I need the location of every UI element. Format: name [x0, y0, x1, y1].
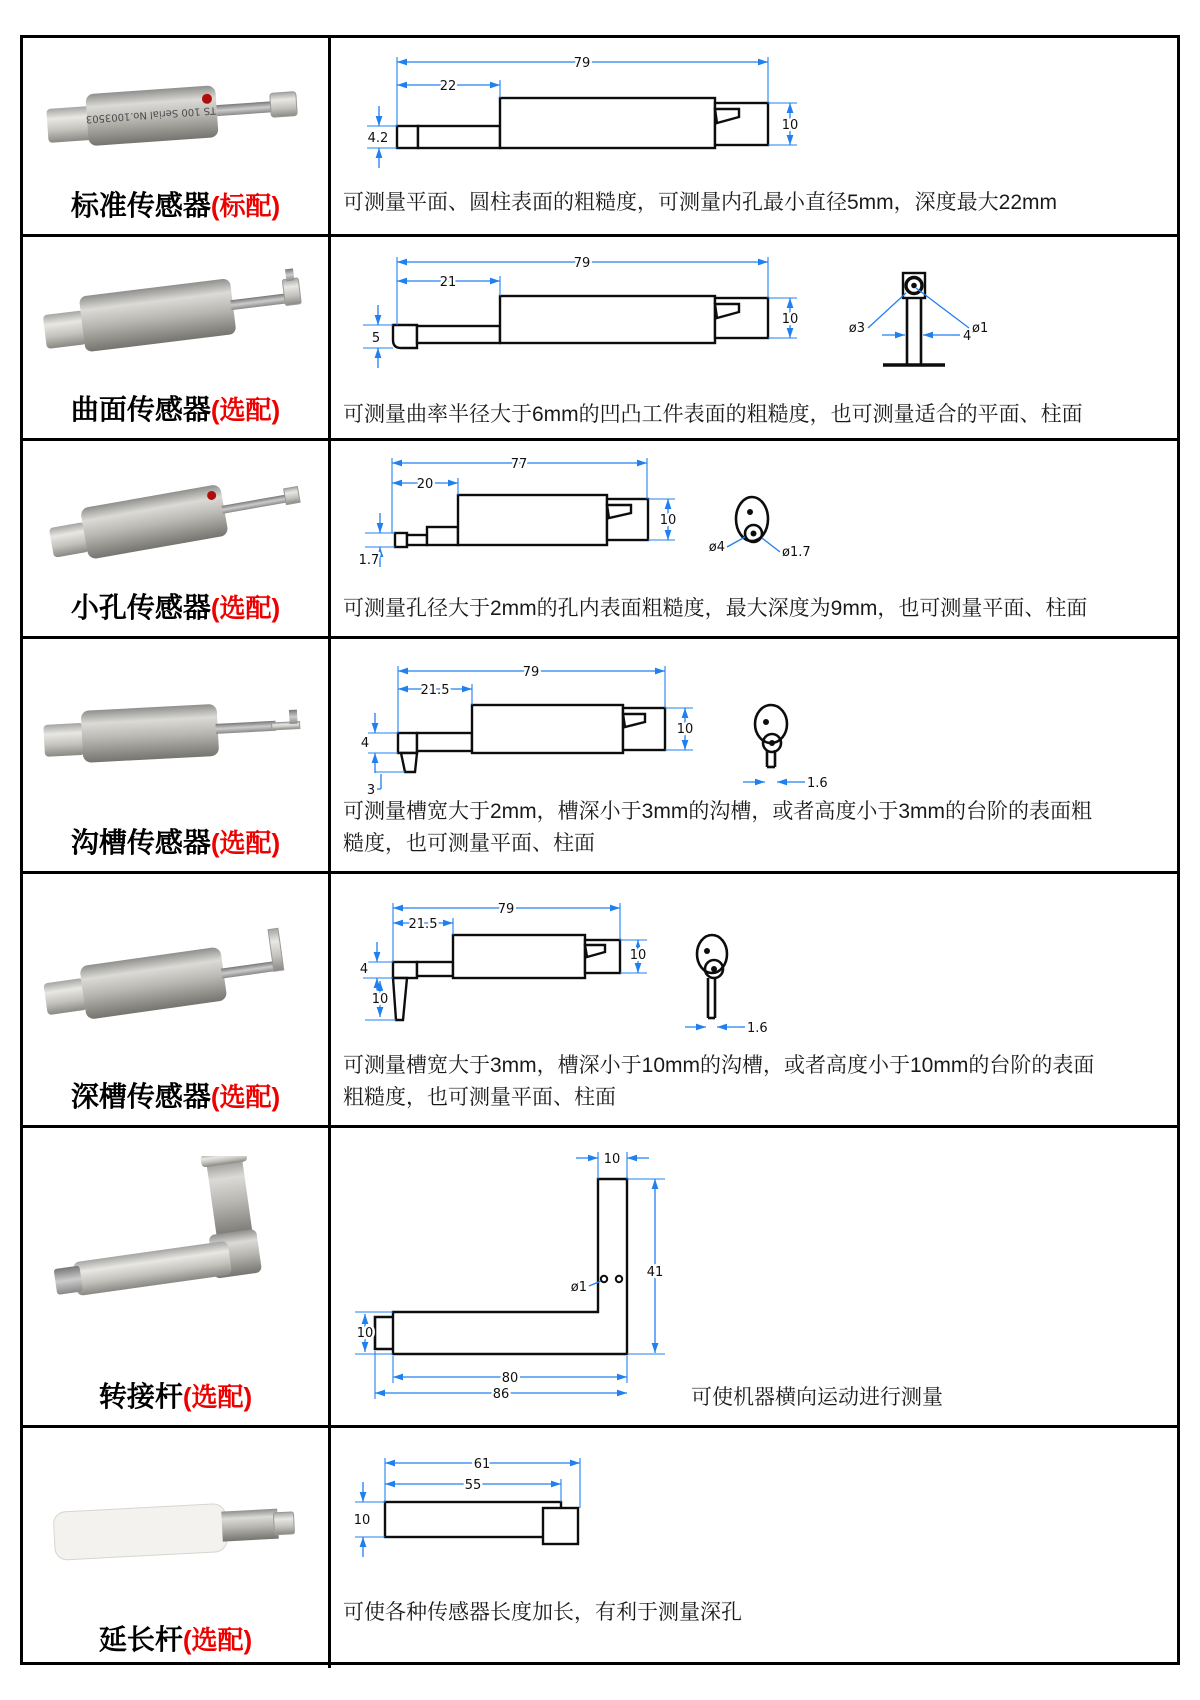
side-view [385, 1502, 578, 1544]
product-name: 转接杆 [98, 1381, 183, 1412]
dim-tip-height-label: 1.7 [358, 553, 380, 568]
drawing-cell [331, 441, 1177, 636]
table-row [23, 38, 1177, 237]
product-photo [23, 38, 328, 192]
product-cell [23, 1128, 331, 1425]
product-description: 可测量孔径大于2mm的孔内表面粗糙度，最大深度为9mm，也可测量平面、柱面 [343, 596, 1088, 620]
table-row [23, 1428, 1177, 1668]
product-badge: (标配) [210, 191, 281, 221]
front-view [743, 705, 828, 791]
dim-inner-label: 55 [464, 1478, 482, 1493]
technical-drawing [335, 646, 835, 806]
table-row [23, 639, 1177, 874]
product-description: 可使机器横向运动进行测量 [691, 1385, 943, 1409]
dim-height-label: 41 [646, 1265, 664, 1280]
dim-stylus-width-label: 1.6 [807, 776, 828, 791]
dim-prong-label: 3 [366, 783, 376, 798]
side-view [393, 935, 620, 1020]
side-view [393, 296, 768, 348]
side-view [395, 495, 648, 547]
front-view [849, 273, 988, 365]
sensor-photo-art [42, 700, 300, 765]
dim-total-label: 79 [573, 56, 591, 71]
dim-prong-label: 10 [371, 992, 389, 1007]
sensor-spec-table [20, 35, 1180, 1665]
dim-inner-length-label: 80 [501, 1371, 519, 1386]
sensor-photo-art [46, 470, 303, 565]
technical-drawing [335, 1140, 1015, 1406]
dim-outer-dia-label: ø3 [848, 321, 865, 336]
drawing-cell [331, 1128, 1177, 1425]
product-cell [23, 441, 331, 636]
drawing-cell [331, 38, 1177, 234]
dim-tip-label: 22 [439, 79, 457, 94]
product-label [71, 396, 280, 424]
dim-tip-height-label: 4 [360, 736, 370, 751]
table-row [23, 441, 1177, 639]
dim-stylus-width-label: 1.6 [747, 1021, 768, 1036]
sensor-photo-art [45, 80, 298, 149]
product-cell [23, 38, 331, 234]
dim-face-width-label: 4 [963, 329, 972, 344]
product-name: 深槽传感器 [70, 1081, 211, 1112]
product-photo [23, 441, 328, 594]
extension-photo-art [53, 1500, 295, 1560]
table-row [23, 237, 1177, 441]
product-name: 标准传感器 [70, 190, 211, 221]
dim-tip-height-label: 4.2 [367, 131, 389, 146]
dim-inner-dia-label: ø1.7 [782, 545, 811, 560]
product-cell [23, 874, 331, 1125]
dim-connector-height-label: 10 [659, 513, 677, 528]
dim-total-label: 79 [522, 665, 540, 680]
dim-hole-dia-label: ø1 [570, 1280, 587, 1295]
sensor-photo-art [42, 267, 304, 356]
technical-drawing [335, 448, 835, 613]
dim-connector-height-label: 10 [781, 312, 799, 327]
product-description: 可测量平面、圆柱表面的粗糙度，可测量内孔最小直径5mm，深度最大22mm [343, 190, 1058, 214]
dim-connector-height-label: 10 [629, 948, 647, 963]
photo-serial-text: TS 100 Serial No.1003503 [84, 104, 216, 125]
dim-total-label: 61 [473, 1457, 491, 1472]
product-description: 可测量槽宽大于3mm，槽深小于10mm的沟槽，或者高度小于10mm的台阶的表面粗糙度，也可测量平面、柱面 [343, 1054, 1095, 1109]
technical-drawing [335, 881, 835, 1049]
dim-bar-height-label: 10 [356, 1326, 374, 1341]
product-label [99, 1383, 252, 1411]
technical-drawing [335, 45, 815, 173]
dim-total-label: 79 [573, 256, 591, 271]
drawing-cell [331, 237, 1177, 438]
dim-tip-label: 21 [439, 275, 457, 290]
product-cell [23, 237, 331, 438]
dim-tip-height-label: 4 [359, 962, 369, 977]
dim-total-length-label: 86 [492, 1387, 510, 1402]
dim-top-width-label: 10 [603, 1152, 621, 1167]
dim-inner-dia-label: ø1 [972, 321, 989, 336]
product-label [71, 192, 280, 220]
side-view [375, 1179, 627, 1354]
drawing-cell [331, 1428, 1177, 1668]
product-badge: (选配) [210, 828, 281, 858]
product-name: 延长杆 [98, 1624, 183, 1655]
product-cell [23, 1428, 331, 1668]
product-description: 可测量曲率半径大于6mm的凹凸工件表面的粗糙度，也可测量适合的平面、柱面 [343, 402, 1083, 426]
product-badge: (选配) [182, 1382, 253, 1412]
product-name: 沟槽传感器 [70, 827, 211, 858]
dim-tip-label: 20 [416, 477, 434, 492]
side-view [398, 705, 665, 772]
product-badge: (选配) [210, 1082, 281, 1112]
product-label [71, 594, 280, 622]
sensor-photo-art [42, 928, 287, 1025]
product-badge: (选配) [210, 395, 281, 425]
dim-connector-height-label: 10 [781, 118, 799, 133]
dim-total-label: 77 [510, 457, 528, 472]
technical-drawing [335, 1440, 755, 1575]
dim-outer-dia-label: ø4 [708, 540, 725, 555]
product-photo [23, 1428, 328, 1626]
product-photo [23, 874, 328, 1083]
product-badge: (选配) [182, 1625, 253, 1655]
product-label [71, 829, 280, 857]
product-name: 小孔传感器 [70, 592, 211, 623]
product-badge: (选配) [210, 593, 281, 623]
dim-tip-label: 21.5 [420, 683, 450, 698]
drawing-cell [331, 639, 1177, 871]
product-photo [23, 1128, 328, 1383]
dim-connector-height-label: 10 [676, 722, 694, 737]
dim-height-label: 10 [353, 1513, 371, 1528]
product-cell [23, 639, 331, 871]
dim-total-label: 79 [497, 902, 515, 917]
product-label [71, 1083, 280, 1111]
product-photo [23, 639, 328, 829]
adapter-photo-art [51, 1156, 263, 1301]
drawing-cell [331, 874, 1177, 1125]
product-photo [23, 237, 328, 396]
table-row [23, 1128, 1177, 1428]
product-description: 可测量槽宽大于2mm，槽深小于3mm的沟槽，或者高度小于3mm的台阶的表面粗糙度，也可测量平面、柱面 [343, 800, 1092, 855]
table-row [23, 874, 1177, 1128]
product-name: 曲面传感器 [70, 394, 211, 425]
front-view [685, 935, 768, 1036]
side-view [397, 98, 768, 148]
front-view [709, 497, 811, 560]
dim-tip-label: 21.5 [408, 917, 438, 932]
dim-tip-height-label: 5 [371, 331, 381, 346]
technical-drawing [335, 240, 1015, 410]
product-description: 可使各种传感器长度加长，有利于测量深孔 [343, 1600, 742, 1624]
product-label [99, 1626, 252, 1654]
